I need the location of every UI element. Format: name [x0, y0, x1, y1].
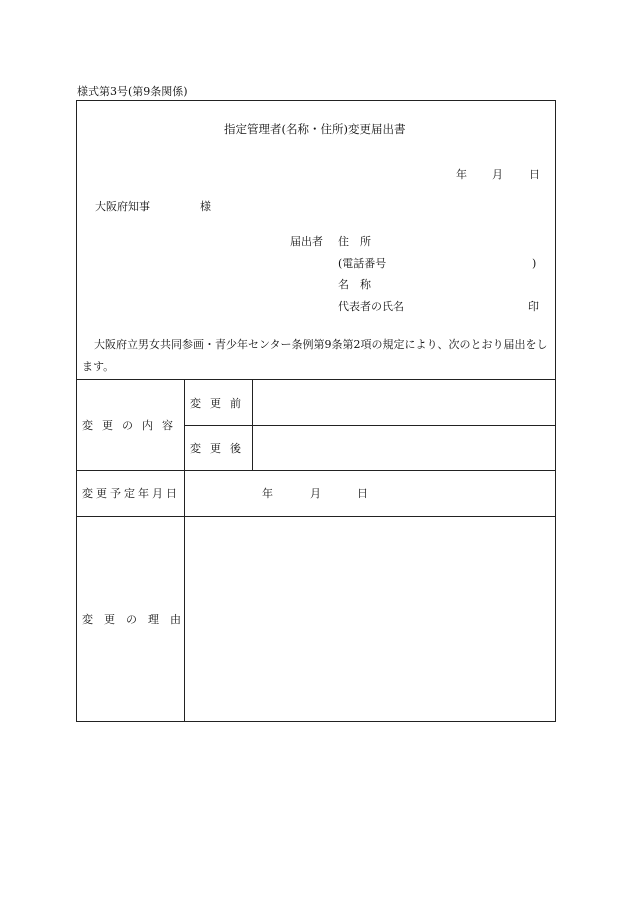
- after-label: 変更後: [190, 442, 250, 455]
- reason-label: 変更の理由: [82, 613, 192, 626]
- divider-header-bottom: [76, 379, 556, 380]
- body-text: 大阪府立男女共同参画・青少年センター条例第9条第2項の規定により、次のとおり届出をします。: [82, 338, 548, 373]
- date-year-label: 年: [456, 168, 467, 181]
- form-frame: [76, 100, 556, 722]
- divider-date-bottom: [76, 516, 556, 517]
- before-label: 変更前: [190, 397, 250, 410]
- scheduled-date-month: 月: [310, 487, 321, 500]
- scheduled-date-year: 年: [262, 487, 273, 500]
- phone-close-paren: ): [532, 257, 537, 270]
- divider-content-bottom: [76, 470, 556, 471]
- seal-mark: 印: [528, 300, 539, 313]
- document-title: 指定管理者(名称・住所)変更届出書: [224, 122, 406, 136]
- name-label: 名 称: [338, 278, 371, 291]
- divider-label-column: [184, 379, 185, 722]
- phone-label: (電話番号: [338, 257, 387, 270]
- addressee-honorific: 様: [200, 200, 211, 213]
- scheduled-date-day: 日: [357, 487, 368, 500]
- change-content-label: 変更の内容: [82, 419, 182, 432]
- divider-before-after: [184, 425, 556, 426]
- divider-sub-label-column: [252, 379, 253, 470]
- date-month-label: 月: [492, 168, 503, 181]
- address-label: 住 所: [338, 235, 371, 248]
- addressee-name: 大阪府知事: [95, 200, 150, 213]
- form-number: 様式第3号(第9条関係): [77, 85, 188, 98]
- notifier-label: 届出者: [290, 235, 323, 248]
- date-day-label: 日: [529, 168, 540, 181]
- representative-label: 代表者の氏名: [338, 300, 404, 313]
- scheduled-date-label: 変更予定年月日: [82, 487, 180, 500]
